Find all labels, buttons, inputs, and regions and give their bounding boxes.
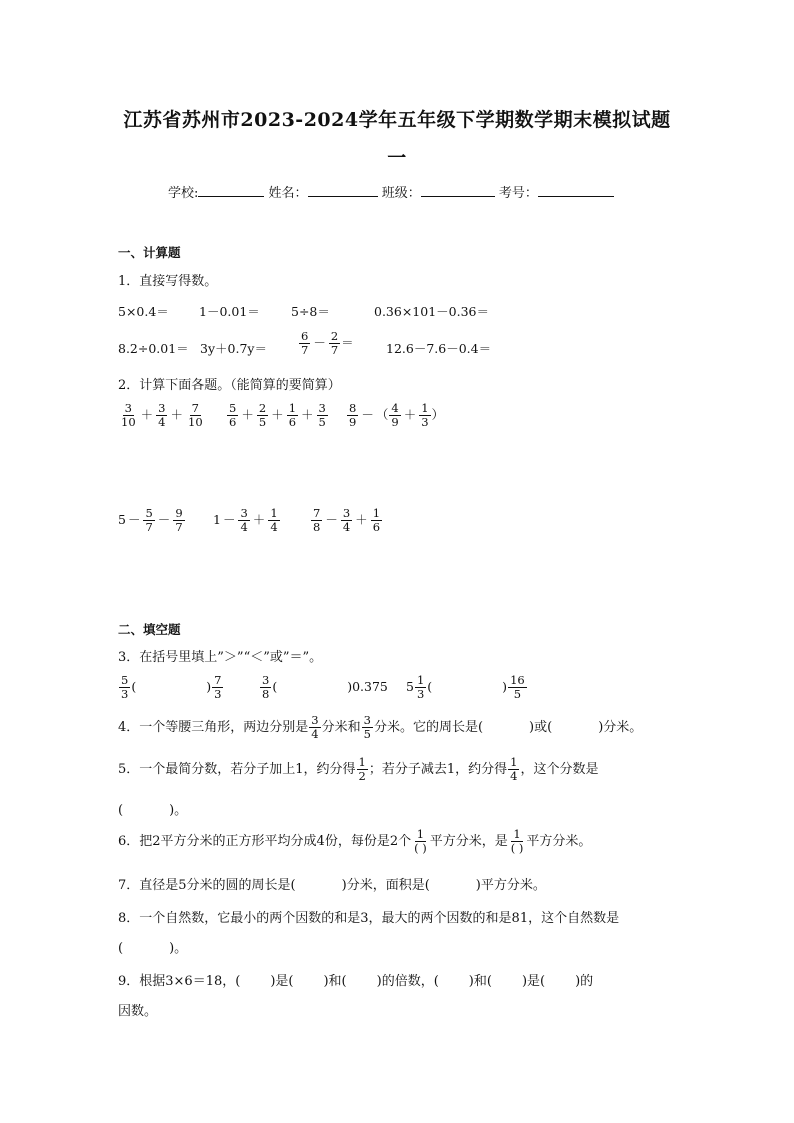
question-9-line2: 因数。 bbox=[118, 1004, 158, 1019]
question-2-stem: 2．计算下面各题。（能简算的要简算） bbox=[118, 378, 341, 393]
q3-compare-3: 5 $\frac{1}{3}$ ( ) $\frac{16}{5}$ bbox=[406, 673, 525, 702]
q1-expr-8: 12.6－7.6－0.4＝ bbox=[386, 341, 492, 356]
school-label: 学校: bbox=[168, 186, 199, 201]
question-7: 7．直径是5分米的圆的周长是( )分米，面积是( )平方分米。 bbox=[118, 878, 546, 893]
question-9: 9．根据3×6＝18，( )是( )和( )的倍数，( )和( )是( )的 bbox=[118, 974, 594, 989]
question-6: 6．把2平方分米的正方形平均分成4份，每份是2个 $\frac{1}{( )}$ 平方分米，是 $\frac{1}{( )}$ 平方分米。 bbox=[118, 827, 592, 856]
q2-expr-6: $\frac{7}{8}$ － $\frac{3}{4}$ ＋ $\frac{1}{6}$ bbox=[313, 506, 381, 535]
question-3-stem: 3．在括号里填上”＞”“＜”或”＝”。 bbox=[118, 650, 323, 665]
page-title: 江苏省苏州市2023-2024学年五年级下学期数学期末模拟试题 bbox=[123, 109, 671, 131]
q2-expr-1: $\frac{3}{10}$ ＋ $\frac{3}{4}$ ＋ $\frac{7}{10}$ bbox=[121, 401, 203, 430]
q1-expr-6: 3y＋0.7y＝ bbox=[200, 341, 267, 356]
q2-expr-2: $\frac{5}{6}$ ＋ $\frac{2}{5}$ ＋ $\frac{1}{6}$ ＋ $\frac{3}{5}$ bbox=[229, 401, 326, 430]
class-label: 班级： bbox=[381, 186, 421, 201]
class-field[interactable] bbox=[421, 182, 495, 197]
q1-expr-3: 5÷8＝ bbox=[291, 304, 330, 319]
exam-no-field[interactable] bbox=[538, 182, 614, 197]
question-8: 8．一个自然数，它最小的两个因数的和是3，最大的两个因数的和是81，这个自然数是 bbox=[118, 911, 620, 926]
fraction: $\frac{6}{7}$ bbox=[301, 329, 309, 358]
q1-expr-5: 8.2÷0.01＝ bbox=[118, 341, 189, 356]
q2-expr-5: 1 － $\frac{3}{4}$ ＋ $\frac{1}{4}$ bbox=[213, 506, 278, 535]
page-title-line2: 一 bbox=[387, 147, 407, 169]
section-heading-fill: 二、填空题 bbox=[118, 622, 181, 637]
section-heading-calc: 一、计算题 bbox=[118, 245, 181, 260]
question-5-answer: ( )。 bbox=[118, 803, 188, 818]
name-field[interactable] bbox=[308, 182, 378, 197]
q3-compare-2: $\frac{3}{8}$ ( )0.375 bbox=[262, 673, 388, 702]
name-label: 姓名： bbox=[268, 186, 308, 201]
q2-expr-4: 5 － $\frac{5}{7}$ － $\frac{9}{7}$ bbox=[118, 506, 183, 535]
question-5: 5．一个最简分数，若分子加上1，约分得 $\frac{1}{2}$ ；若分子减去1，约分得 $\frac{1}{4}$ ，这个分数是 bbox=[118, 755, 599, 784]
question-1-stem: 1．直接写得数。 bbox=[118, 274, 218, 289]
school-field[interactable] bbox=[198, 182, 264, 197]
exam-no-label: 考号： bbox=[498, 186, 538, 201]
q2-expr-3: $\frac{8}{9}$ － （ $\frac{4}{9}$ ＋ $\frac{1}{3}$ ） bbox=[349, 401, 445, 430]
q1-expr-1: 5×0.4＝ bbox=[118, 304, 169, 319]
question-8-answer: ( )。 bbox=[118, 941, 188, 956]
q1-expr-4: 0.36×101－0.36＝ bbox=[374, 304, 489, 319]
q1-expr-7: $\frac{6}{7}$ － $\frac{2}{7}$ ＝ bbox=[301, 329, 354, 358]
student-info-row bbox=[168, 182, 614, 201]
q1-expr-2: 1－0.01＝ bbox=[199, 304, 260, 319]
question-4: 4．一个等腰三角形，两边分别是 $\frac{3}{4}$ 分米和 $\frac{3}{5}$ 分米。它的周长是( )或( )分米。 bbox=[118, 713, 643, 742]
q3-compare-1: $\frac{5}{3}$ ( ) $\frac{7}{3}$ bbox=[121, 673, 222, 702]
fraction: $\frac{2}{7}$ bbox=[330, 329, 339, 358]
